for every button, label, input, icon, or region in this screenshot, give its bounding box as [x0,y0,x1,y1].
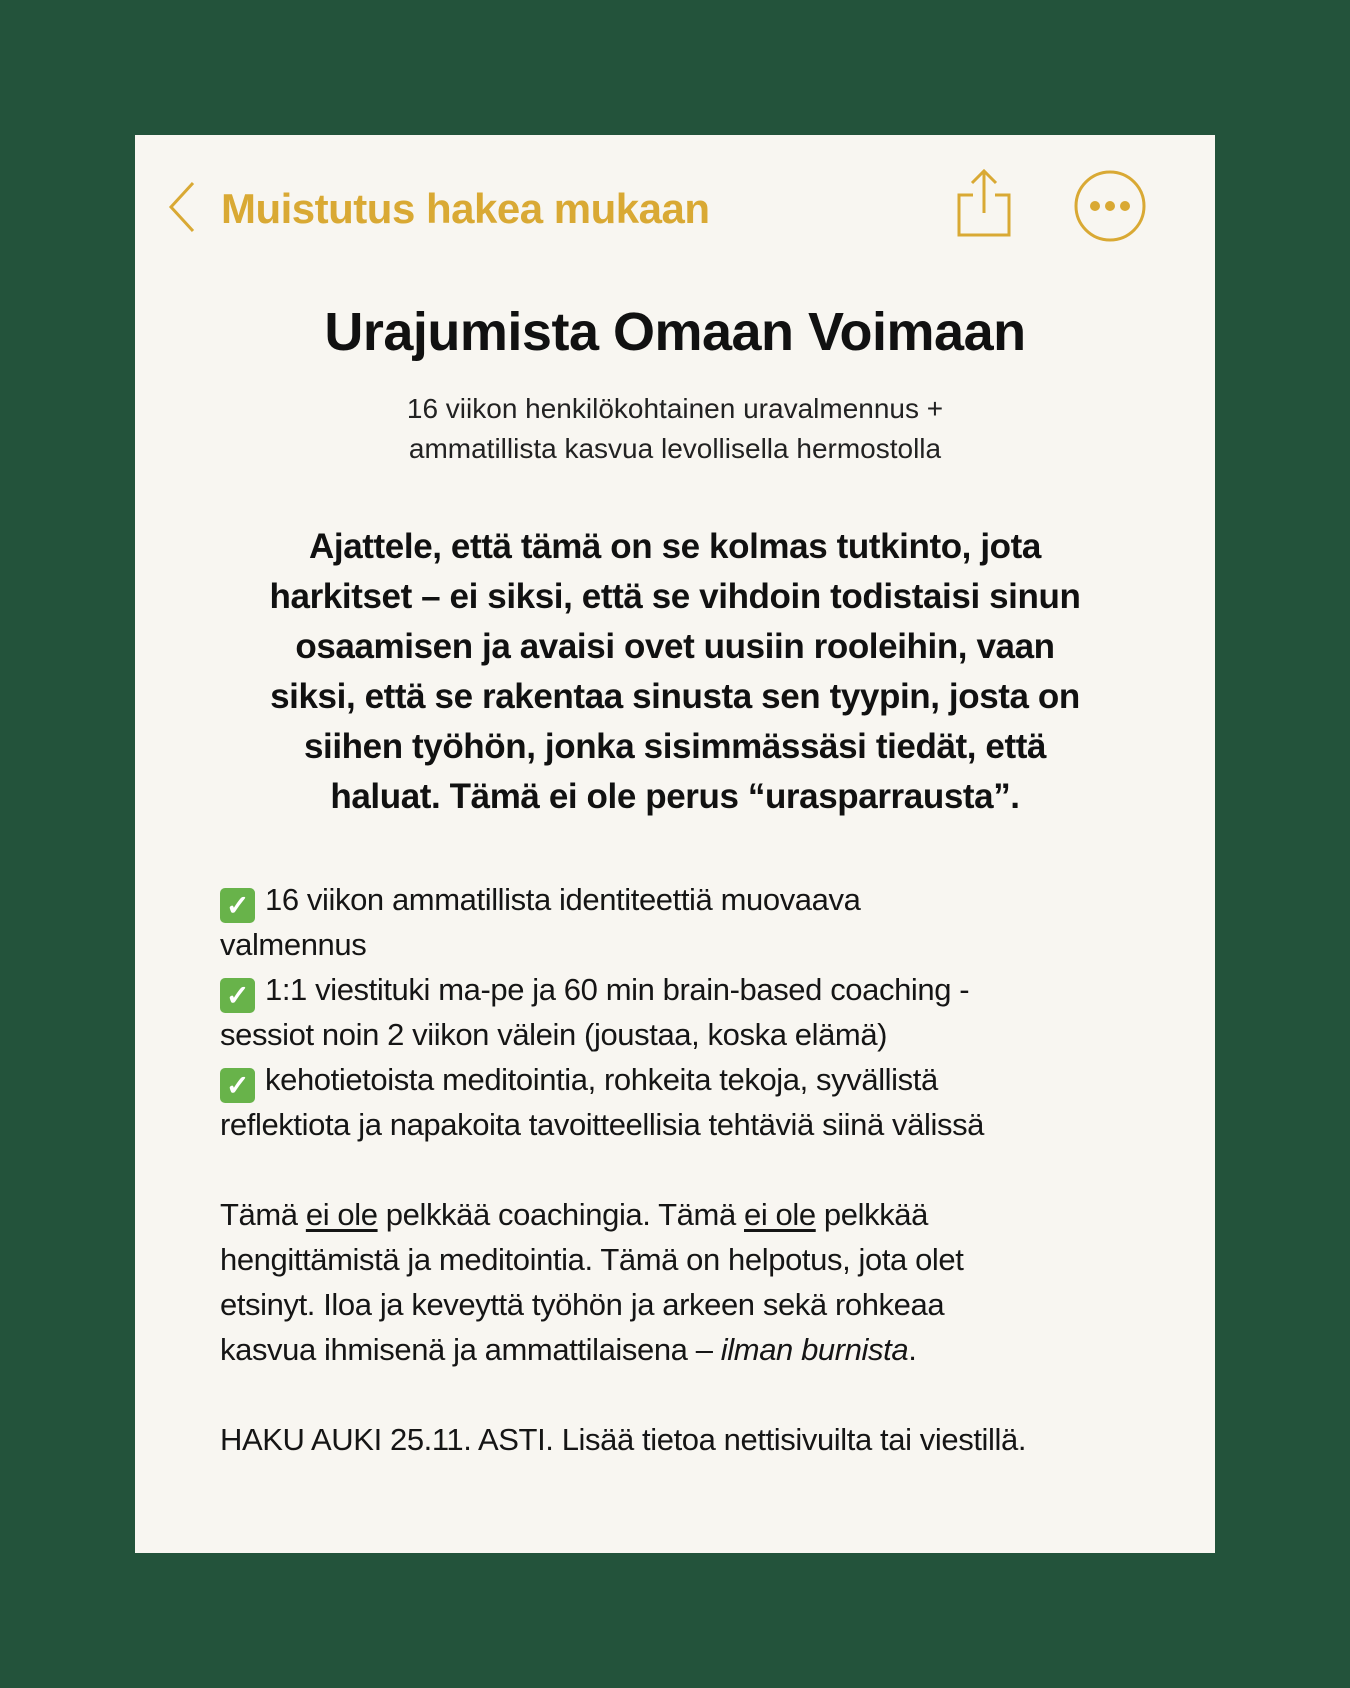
lead-line: siihen työhön, jonka sisimmässäsi tiedät, että [303,727,1047,766]
text: . [908,1332,917,1367]
italic-text: ilman burnista [720,1332,909,1367]
lead-line: haluat. Tämä ei ole perus “urasparrausta”. [330,777,1020,816]
checklist-text: sessiot noin 2 viikon välein (joustaa, koska elämä) [220,1017,888,1052]
check-mark-icon: ✓ [220,1068,255,1103]
underlined-text: ei ole [744,1197,816,1232]
paragraph-line [220,1327,1026,1372]
checklist-item [220,877,1026,922]
underlined-text: ei ole [305,1197,378,1232]
text: pelkkää coachingia. Tämä [377,1197,744,1232]
note-card [135,135,1215,1553]
paragraph-line: etsinyt. Iloa ja keveyttä työhön ja arkeen sekä rohkeaa [220,1287,945,1322]
text: pelkkää [815,1197,928,1232]
text: Tämä [220,1197,306,1232]
back-button[interactable] [165,179,199,235]
subtitle [135,389,1215,469]
chevron-left-icon [165,179,199,235]
checklist-text: kehotietoista meditointia, rohkeita tekoja, syvällistä [265,1062,938,1097]
text: kasvua ihmisenä ja ammattilaisena – [220,1332,721,1367]
check-mark-icon: ✓ [220,888,255,923]
note-body [220,877,1026,1462]
check-mark-icon: ✓ [220,978,255,1013]
paragraph-line: hengittämistä ja meditointia. Tämä on helpotus, jota olet [220,1242,964,1277]
note-title: Urajumista Omaan Voimaan [324,302,1026,362]
application-deadline: HAKU AUKI 25.11. ASTI. Lisää tietoa nettisivuilta tai viestillä. [220,1422,1027,1457]
paragraph-line [220,1192,1026,1237]
subtitle-line: 16 viikon henkilökohtainen uravalmennus + [406,393,944,424]
lead-line: harkitset – ei siksi, että se vihdoin todistaisi sinun [269,577,1081,616]
subtitle-line: ammatillista kasvua levollisella hermostolla [408,433,942,464]
checklist-text: 16 viikon ammatillista identiteettiä muovaava [265,882,861,917]
back-label[interactable]: Muistutus hakea mukaan [221,185,710,232]
lead-line: siksi, että se rakentaa sinusta sen tyypin, josta on [270,677,1080,716]
share-icon[interactable] [953,167,1015,239]
lead-line: osaamisen ja avaisi ovet uusiin rooleihin, vaan [295,627,1055,666]
checklist-text: reflektiota ja napakoita tavoitteellisia tehtäviä siinä välissä [220,1107,985,1142]
lead-paragraph [135,522,1215,822]
checklist-item [220,1057,1026,1102]
more-options-icon[interactable] [1073,169,1147,243]
checklist-text: valmennus [220,927,367,962]
checklist-item [220,967,1026,1012]
checklist-text: 1:1 viestituki ma-pe ja 60 min brain-based coaching - [265,972,970,1007]
lead-line: Ajattele, että tämä on se kolmas tutkinto, jota [309,527,1041,566]
